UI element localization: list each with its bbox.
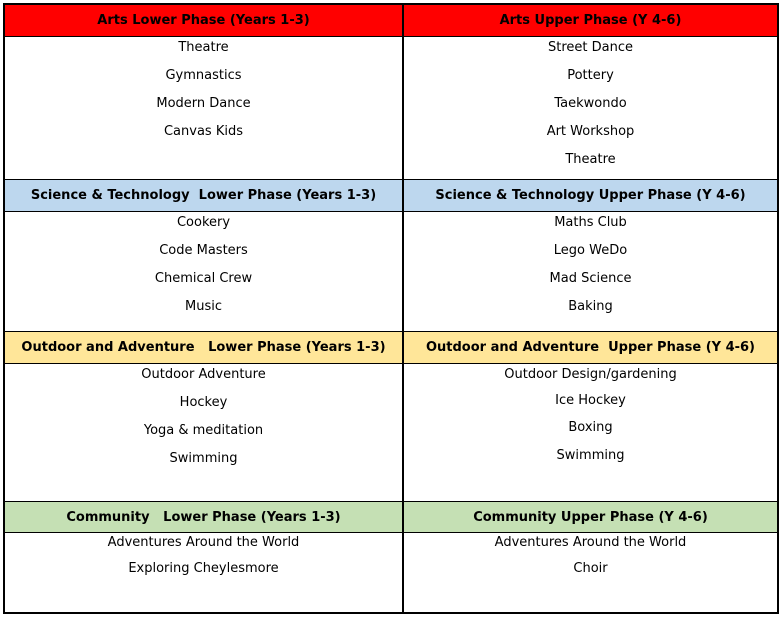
- list-item: Exploring Cheylesmore: [128, 561, 279, 576]
- header-lower-phase: Community Lower Phase (Years 1-3): [66, 509, 341, 525]
- section-header: [5, 179, 777, 212]
- list-item: Boxing: [568, 420, 613, 435]
- activity-list-upper: [404, 533, 777, 612]
- list-item: Chemical Crew: [154, 271, 253, 286]
- list-item: Swimming: [169, 451, 238, 466]
- list-item: Modern Dance: [156, 96, 251, 111]
- list-item: Maths Club: [554, 215, 627, 230]
- list-item: Ice Hockey: [555, 393, 626, 408]
- section-header: [5, 5, 777, 37]
- activity-list-upper: [404, 212, 777, 331]
- list-item: Mad Science: [549, 271, 632, 286]
- list-item: Art Workshop: [546, 124, 635, 139]
- list-item: Baking: [568, 299, 613, 314]
- list-item: Cookery: [176, 215, 231, 230]
- list-item: Choir: [573, 561, 608, 576]
- list-item: Street Dance: [548, 40, 633, 55]
- list-item: Code Masters: [159, 243, 248, 258]
- list-item: Swimming: [556, 448, 625, 463]
- activity-list-lower: [5, 37, 402, 181]
- activity-list-upper: [404, 37, 777, 181]
- list-item: Music: [185, 299, 222, 314]
- activity-list-upper: [404, 364, 777, 501]
- activity-list-lower: [5, 533, 402, 612]
- activity-list-lower: [5, 364, 402, 501]
- section-header: [5, 501, 777, 533]
- header-upper-phase: Community Upper Phase (Y 4-6): [473, 509, 708, 525]
- list-item: Lego WeDo: [553, 243, 628, 258]
- list-item: Adventures Around the World: [107, 535, 300, 550]
- header-lower-phase: Arts Lower Phase (Years 1-3): [97, 13, 310, 28]
- activity-list-lower: [5, 212, 402, 331]
- list-item: Taekwondo: [554, 96, 627, 111]
- column-divider: [402, 5, 404, 612]
- section-header: [5, 331, 777, 364]
- list-item: Outdoor Adventure: [141, 367, 266, 382]
- list-item: Adventures Around the World: [494, 535, 687, 550]
- clubs-table: [3, 3, 779, 614]
- header-upper-phase: Arts Upper Phase (Y 4-6): [499, 13, 682, 28]
- header-upper-phase: Outdoor and Adventure Upper Phase (Y 4-6): [425, 340, 755, 355]
- list-item: Gymnastics: [165, 68, 242, 83]
- list-item: Canvas Kids: [163, 124, 243, 139]
- list-item: Theatre: [565, 152, 616, 167]
- list-item: Theatre: [178, 40, 229, 55]
- header-upper-phase: Science & Technology Upper Phase (Y 4-6): [435, 188, 746, 203]
- list-item: Pottery: [567, 68, 614, 83]
- header-lower-phase: Science & Technology Lower Phase (Years 1-3): [30, 188, 377, 203]
- header-lower-phase: Outdoor and Adventure Lower Phase (Years 1-3): [21, 340, 386, 355]
- list-item: Hockey: [179, 395, 228, 410]
- list-item: Outdoor Design/gardening: [504, 367, 677, 382]
- list-item: Yoga & meditation: [143, 423, 264, 438]
